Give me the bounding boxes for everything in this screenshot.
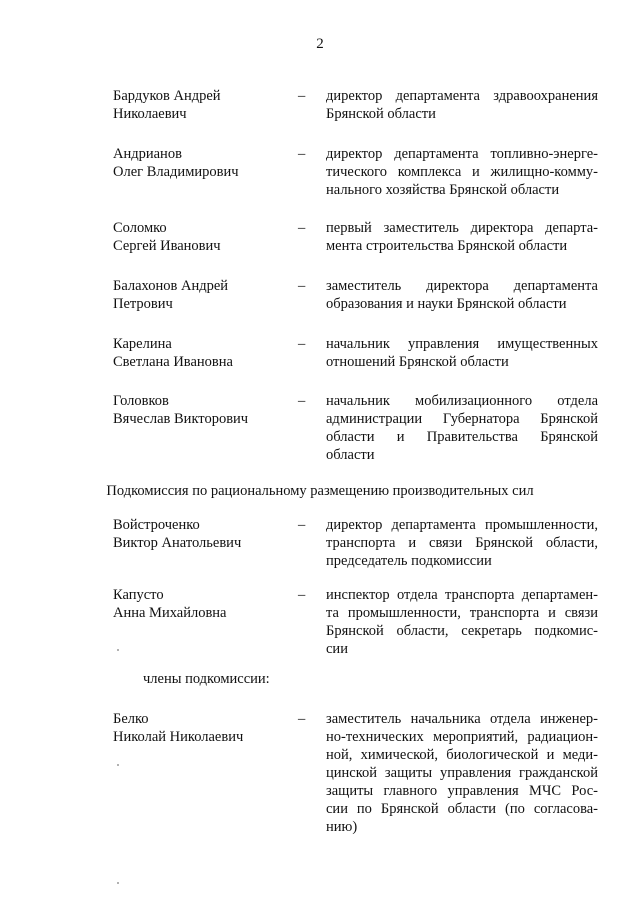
member-name: Белко Николай Николаевич: [113, 711, 244, 745]
member-name: Капусто Анна Михайловна: [113, 587, 227, 621]
members-label: члены подкомиссии:: [143, 671, 270, 687]
member-position: начальник управления имущественных отношений Брянской области: [326, 336, 598, 370]
member-position: первый заместитель директора департа- мента строительства Брянской области: [326, 220, 598, 254]
dash: –: [298, 587, 306, 603]
member-name: Головков Вячеслав Викторович: [113, 393, 249, 427]
dash: –: [298, 336, 306, 352]
member-name: Андрианов Олег Владимирович: [113, 146, 239, 180]
scan-speck: [117, 764, 119, 766]
dash: –: [298, 393, 306, 409]
member-position: директор департамента здравоохранения Брянской области: [326, 88, 598, 122]
dash: –: [298, 88, 306, 104]
dash: –: [298, 146, 306, 162]
dash: –: [298, 278, 306, 294]
dash: –: [298, 711, 306, 727]
member-name: Карелина Светлана Ивановна: [113, 336, 233, 370]
member-name: Войстроченко Виктор Анатольевич: [113, 517, 242, 551]
subcommission-title: Подкомиссия по рациональному размещению производительных сил: [106, 483, 534, 499]
member-position: начальник мобилизационного отдела администрации Губернатора Брянской области и Правительства Брянской области: [326, 393, 598, 463]
member-position: заместитель начальника отдела инженер- но-технических мероприятий, радиацион- ной, химической, биологической и меди- цинской защиты управления гражданской защиты главного управления МЧС Рос- сии по Брянской области (по согласова- нию): [326, 711, 598, 835]
scan-speck: [117, 882, 119, 884]
member-position: директор департамента топливно-энерге- тического комплекса и жилищно-комму- нального хозяйства Брянской области: [326, 146, 598, 198]
member-name: Балахонов Андрей Петрович: [113, 278, 229, 312]
dash: –: [298, 517, 306, 533]
scan-speck: [117, 649, 119, 651]
member-position: заместитель директора департамента образования и науки Брянской области: [326, 278, 598, 312]
member-name: Бардуков Андрей Николаевич: [113, 88, 221, 122]
page-number: 2: [316, 36, 324, 52]
dash: –: [298, 220, 306, 236]
member-position: инспектор отдела транспорта департамен- та промышленности, транспорта и связи Брянской области, секретарь подкомис- сии: [326, 587, 598, 657]
member-position: директор департамента промышленности, транспорта и связи Брянской области, председатель подкомиссии: [326, 517, 598, 569]
member-name: Соломко Сергей Иванович: [113, 220, 221, 254]
